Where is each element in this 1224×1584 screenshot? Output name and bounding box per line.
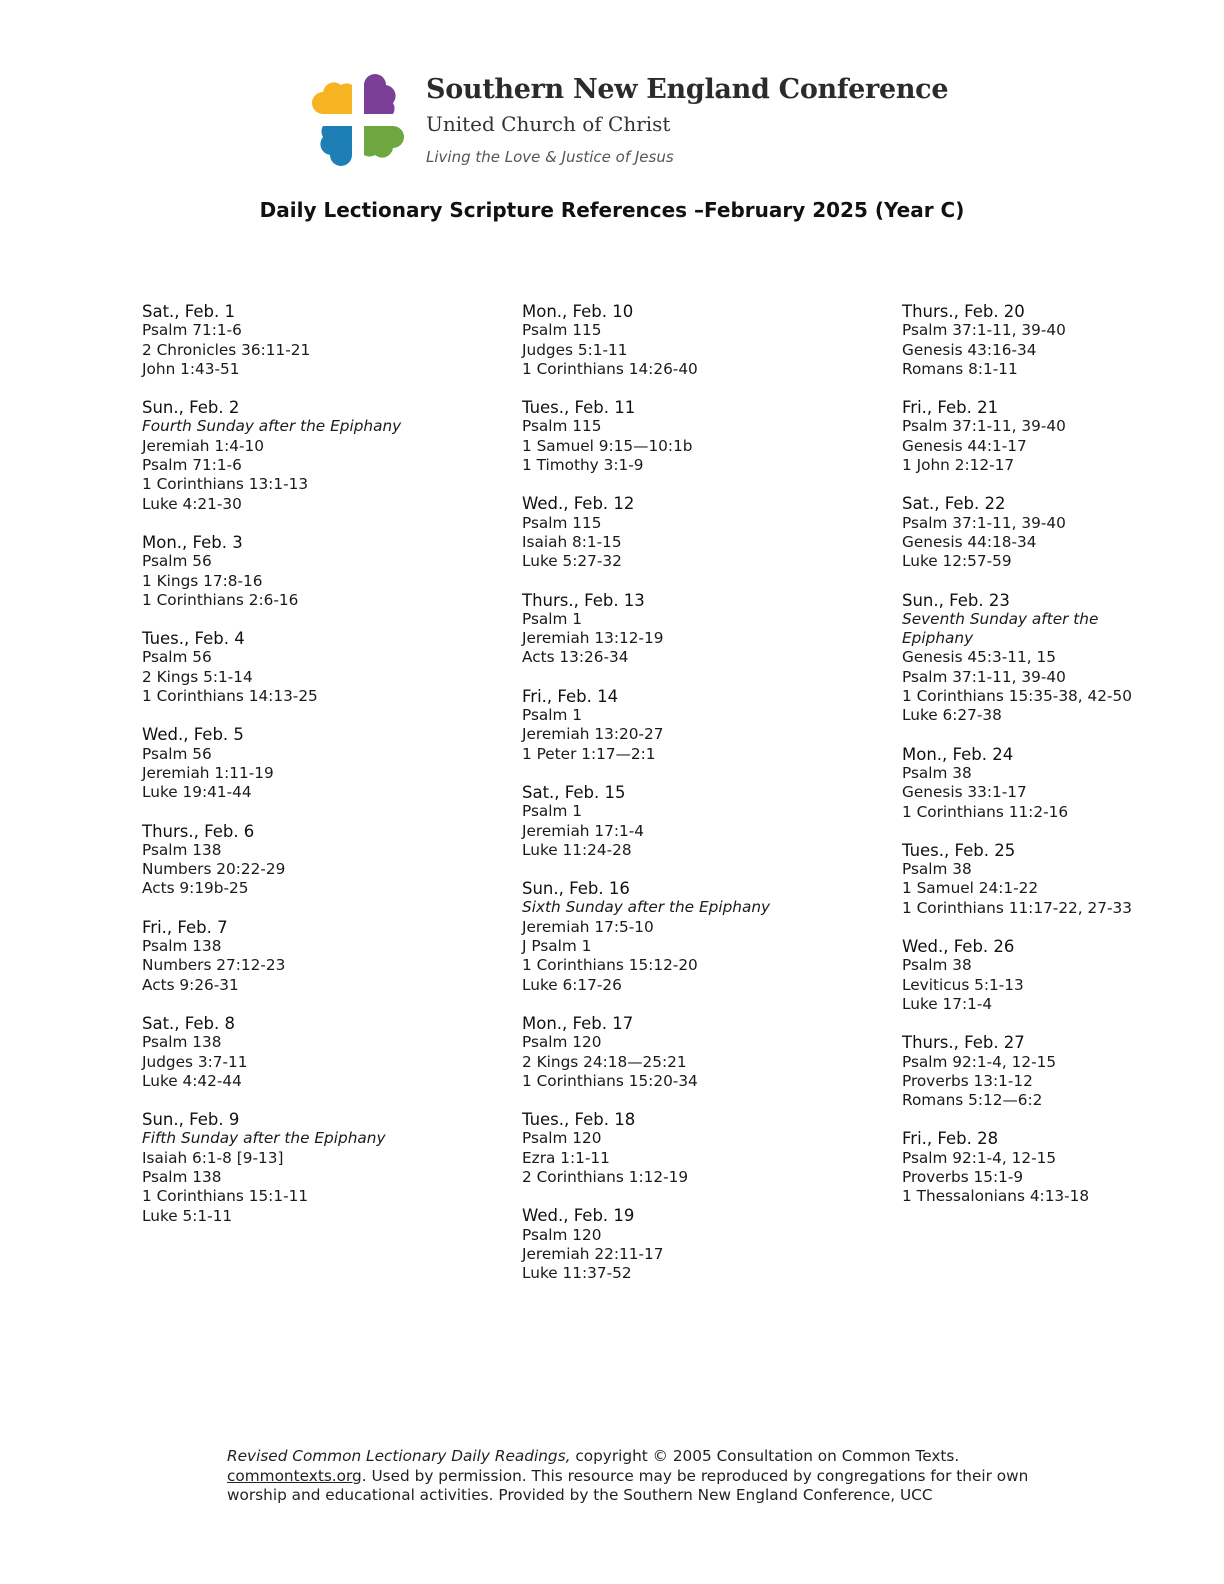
day-heading: Mon., Feb. 24: [902, 744, 1014, 764]
day-entry: [902, 1033, 1137, 1110]
day-entry: [902, 841, 1137, 918]
scripture-reading: Psalm 71:1-6: [142, 321, 242, 340]
footer-source-title: Revised Common Lectionary Daily Readings,: [227, 1447, 571, 1465]
day-heading: Thurs., Feb. 13: [522, 590, 645, 610]
green-heart-icon: [364, 126, 404, 158]
liturgical-day-note: Seventh Sunday after the Epiphany: [902, 609, 1099, 648]
scripture-reading: Luke 6:27-38: [902, 706, 1002, 725]
scripture-reading: John 1:43-51: [142, 359, 240, 378]
scripture-reading: Psalm 37:1-11, 39-40: [902, 417, 1066, 436]
scripture-reading: Acts 9:19b-25: [142, 879, 249, 898]
scripture-reading: Numbers 20:22-29: [142, 860, 286, 879]
day-entry: [522, 302, 852, 379]
scripture-reading: Psalm 37:1-11, 39-40: [902, 667, 1066, 686]
conference-logo: [306, 68, 410, 172]
day-entry: [142, 398, 472, 514]
scripture-reading: Isaiah 6:1-8 [9-13]: [142, 1148, 284, 1167]
blue-heart-icon: [320, 126, 352, 166]
org-name: Southern New England Conference: [426, 74, 949, 105]
day-entry: [902, 302, 1137, 379]
org-tagline: Living the Love & Justice of Jesus: [426, 148, 674, 166]
scripture-reading: Jeremiah 17:5-10: [522, 917, 654, 936]
liturgical-day-note: Sixth Sunday after the Epiphany: [522, 898, 771, 917]
column-2: [522, 302, 852, 1302]
scripture-reading: Genesis 45:3-11, 15: [902, 648, 1056, 667]
scripture-reading: Jeremiah 13:12-19: [522, 629, 664, 648]
scripture-reading: Acts 13:26-34: [522, 648, 629, 667]
day-heading: Thurs., Feb. 20: [902, 302, 1025, 321]
day-heading: Fri., Feb. 21: [902, 398, 999, 418]
scripture-reading: 1 Corinthians 14:26-40: [522, 359, 698, 378]
day-entry: [142, 629, 472, 706]
scripture-reading: 1 Corinthians 11:17-22, 27-33: [902, 898, 1132, 917]
day-heading: Sun., Feb. 16: [522, 879, 630, 899]
scripture-reading: Psalm 120: [522, 1225, 602, 1244]
scripture-reading: Jeremiah 22:11-17: [522, 1244, 664, 1263]
scripture-reading: Psalm 56: [142, 552, 212, 571]
column-1: [142, 302, 472, 1245]
day-heading: Thurs., Feb. 6: [142, 821, 255, 841]
scripture-reading: 2 Chronicles 36:11-21: [142, 340, 311, 359]
day-heading: Tues., Feb. 25: [902, 840, 1016, 860]
scripture-reading: Luke 12:57-59: [902, 552, 1012, 571]
scripture-reading: Jeremiah 1:4-10: [142, 436, 264, 455]
scripture-reading: 1 Corinthians 15:1-11: [142, 1187, 309, 1206]
scripture-reading: Psalm 1: [522, 802, 583, 821]
day-heading: Wed., Feb. 19: [522, 1206, 635, 1226]
day-heading: Tues., Feb. 4: [142, 629, 245, 649]
day-heading: Sat., Feb. 15: [522, 782, 626, 802]
scripture-reading: 1 Corinthians 13:1-13: [142, 475, 309, 494]
day-entry: [902, 745, 1137, 822]
scripture-reading: Psalm 38: [902, 763, 972, 782]
day-entry: [522, 494, 852, 571]
footer-attribution: [227, 1447, 1047, 1506]
scripture-reading: Genesis 43:16-34: [902, 340, 1037, 359]
day-heading: Sat., Feb. 8: [142, 1013, 235, 1033]
scripture-reading: Psalm 115: [522, 513, 602, 532]
scripture-reading: 1 John 2:12-17: [902, 456, 1015, 475]
scripture-reading: 1 Corinthians 15:20-34: [522, 1071, 698, 1090]
scripture-reading: Psalm 38: [902, 860, 972, 879]
scripture-reading: Romans 5:12—6:2: [902, 1091, 1043, 1110]
day-entry: [142, 725, 472, 802]
scripture-reading: Judges 3:7-11: [142, 1052, 248, 1071]
scripture-reading: 2 Kings 24:18—25:21: [522, 1052, 687, 1071]
scripture-reading: Luke 5:1-11: [142, 1206, 233, 1225]
day-heading: Wed., Feb. 26: [902, 937, 1015, 957]
scripture-reading: Psalm 138: [142, 1033, 222, 1052]
day-entry: [522, 398, 852, 475]
scripture-reading: Jeremiah 1:11-19: [142, 763, 274, 782]
scripture-reading: 1 Kings 17:8-16: [142, 571, 263, 590]
scripture-reading: Leviticus 5:1-13: [902, 975, 1024, 994]
scripture-reading: Psalm 1: [522, 706, 583, 725]
org-subtitle: United Church of Christ: [426, 112, 671, 136]
day-entry: [142, 1014, 472, 1091]
day-entry: [142, 1110, 472, 1226]
scripture-reading: Judges 5:1-11: [522, 340, 628, 359]
day-entry: [522, 687, 852, 764]
day-heading: Sat., Feb. 22: [902, 494, 1006, 514]
scripture-reading: 1 Corinthians 14:13-25: [142, 687, 318, 706]
day-heading: Sun., Feb. 2: [142, 398, 240, 418]
day-entry: [902, 494, 1137, 571]
scripture-reading: Psalm 37:1-11, 39-40: [902, 513, 1066, 532]
scripture-reading: 1 Corinthians 11:2-16: [902, 802, 1069, 821]
scripture-reading: 2 Corinthians 1:12-19: [522, 1167, 689, 1186]
scripture-reading: 1 Timothy 3:1-9: [522, 456, 644, 475]
liturgical-day-note: Fourth Sunday after the Epiphany: [142, 417, 402, 436]
scripture-reading: Genesis 33:1-17: [902, 783, 1027, 802]
day-heading: Sun., Feb. 23: [902, 590, 1010, 610]
day-heading: Tues., Feb. 18: [522, 1110, 636, 1130]
scripture-reading: Luke 4:42-44: [142, 1071, 242, 1090]
scripture-reading: J Psalm 1: [522, 937, 592, 956]
day-heading: Wed., Feb. 5: [142, 725, 244, 745]
scripture-reading: Psalm 138: [142, 1167, 222, 1186]
scripture-reading: Jeremiah 17:1-4: [522, 821, 644, 840]
scripture-reading: Psalm 38: [902, 956, 972, 975]
scripture-reading: Psalm 1: [522, 609, 583, 628]
day-heading: Thurs., Feb. 27: [902, 1033, 1025, 1053]
scripture-reading: Genesis 44:18-34: [902, 532, 1037, 551]
scripture-reading: Luke 11:24-28: [522, 840, 632, 859]
scripture-reading: Acts 9:26-31: [142, 975, 239, 994]
scripture-reading: 1 Samuel 9:15—10:1b: [522, 436, 693, 455]
liturgical-day-note: Fifth Sunday after the Epiphany: [142, 1129, 386, 1148]
purple-heart-icon: [364, 74, 396, 114]
scripture-reading: Psalm 92:1-4, 12-15: [902, 1148, 1057, 1167]
scripture-reading: Psalm 56: [142, 648, 212, 667]
day-entry: [902, 1129, 1137, 1206]
scripture-reading: 1 Corinthians 15:35-38, 42-50: [902, 687, 1132, 706]
day-heading: Fri., Feb. 28: [902, 1129, 999, 1149]
day-heading: Fri., Feb. 14: [522, 686, 619, 706]
day-heading: Tues., Feb. 11: [522, 398, 636, 418]
day-entry: [522, 1206, 852, 1283]
scripture-reading: Luke 4:21-30: [142, 494, 242, 513]
footer-link[interactable]: commontexts.org: [227, 1466, 362, 1485]
scripture-reading: Psalm 56: [142, 744, 212, 763]
scripture-reading: 1 Corinthians 2:6-16: [142, 590, 299, 609]
scripture-reading: Luke 6:17-26: [522, 975, 622, 994]
scripture-reading: 1 Samuel 24:1-22: [902, 879, 1039, 898]
day-heading: Fri., Feb. 7: [142, 917, 228, 937]
footer-permission: . Used by permission. This resource may be reproduced by congregations for their own worship and educational activities. Provided by the Southern New England Conference, UCC: [227, 1466, 1029, 1504]
scripture-reading: Psalm 37:1-11, 39-40: [902, 321, 1066, 340]
scripture-reading: Psalm 138: [142, 937, 222, 956]
scripture-reading: Isaiah 8:1-15: [522, 532, 622, 551]
scripture-reading: Psalm 115: [522, 417, 602, 436]
scripture-reading: 2 Kings 5:1-14: [142, 667, 253, 686]
scripture-reading: Genesis 44:1-17: [902, 436, 1027, 455]
scripture-reading: Psalm 120: [522, 1129, 602, 1148]
day-entry: [902, 937, 1137, 1014]
footer-copyright: copyright © 2005 Consultation on Common Texts.: [570, 1447, 960, 1465]
day-heading: Sun., Feb. 9: [142, 1110, 240, 1130]
header: [306, 68, 949, 178]
day-entry: [522, 1110, 852, 1187]
scripture-reading: Luke 17:1-4: [902, 994, 993, 1013]
scripture-reading: Psalm 120: [522, 1033, 602, 1052]
scripture-reading: Luke 11:37-52: [522, 1264, 632, 1283]
scripture-reading: Psalm 92:1-4, 12-15: [902, 1052, 1057, 1071]
scripture-reading: Luke 5:27-32: [522, 552, 622, 571]
day-entry: [522, 591, 852, 668]
day-heading: Wed., Feb. 12: [522, 494, 635, 514]
day-entry: [142, 302, 472, 379]
scripture-reading: Luke 19:41-44: [142, 783, 252, 802]
scripture-reading: 1 Peter 1:17—2:1: [522, 744, 656, 763]
scripture-reading: Proverbs 15:1-9: [902, 1167, 1024, 1186]
scripture-reading: 1 Thessalonians 4:13-18: [902, 1187, 1090, 1206]
day-entry: [902, 591, 1137, 726]
scripture-reading: Psalm 138: [142, 840, 222, 859]
scripture-reading: Psalm 115: [522, 321, 602, 340]
scripture-reading: Romans 8:1-11: [902, 359, 1018, 378]
day-entry: [142, 533, 472, 610]
day-entry: [522, 1014, 852, 1091]
scripture-reading: Numbers 27:12-23: [142, 956, 286, 975]
day-entry: [902, 398, 1137, 475]
yellow-heart-icon: [312, 82, 352, 114]
day-entry: [522, 879, 852, 995]
scripture-reading: Ezra 1:1-11: [522, 1148, 610, 1167]
scripture-reading: Jeremiah 13:20-27: [522, 725, 664, 744]
day-entry: [522, 783, 852, 860]
scripture-reading: 1 Corinthians 15:12-20: [522, 956, 698, 975]
column-3: [902, 302, 1137, 1226]
scripture-reading: Proverbs 13:1-12: [902, 1071, 1033, 1090]
day-entry: [142, 918, 472, 995]
day-heading: Mon., Feb. 3: [142, 532, 243, 552]
day-heading: Sat., Feb. 1: [142, 302, 235, 321]
scripture-reading: Psalm 71:1-6: [142, 456, 242, 475]
page-title: Daily Lectionary Scripture References –February 2025 (Year C): [259, 198, 965, 222]
day-heading: Mon., Feb. 17: [522, 1013, 634, 1033]
day-entry: [142, 822, 472, 899]
day-heading: Mon., Feb. 10: [522, 302, 634, 321]
